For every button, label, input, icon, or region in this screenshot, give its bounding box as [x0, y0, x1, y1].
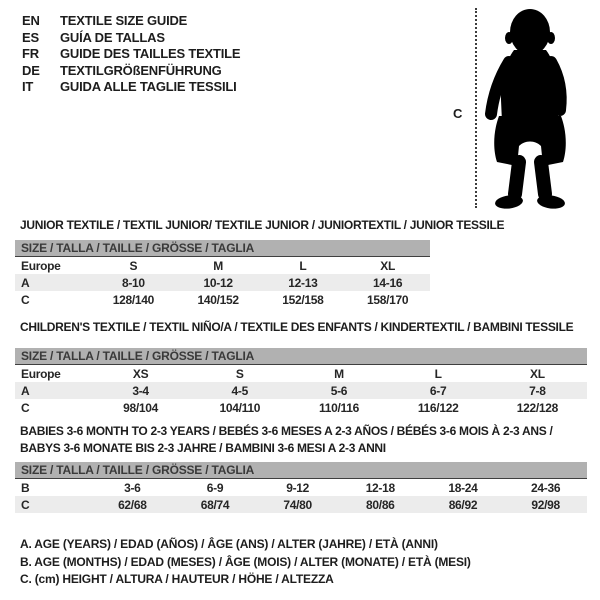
language-row	[22, 30, 240, 47]
language-code: DE	[22, 62, 40, 78]
size-cell: XL	[530, 366, 545, 381]
size-cell: 140/152	[197, 292, 239, 307]
size-cell: 68/74	[200, 497, 230, 512]
baby-silhouette-shapes	[491, 9, 566, 210]
size-cell: 110/116	[318, 400, 359, 415]
language-label: GUIDA ALLE TAGLIE TESSILI	[60, 79, 237, 94]
size-cell: 104/110	[219, 400, 261, 415]
size-cell: 116/122	[417, 400, 459, 415]
size-cell: S	[235, 366, 244, 381]
size-cell: 18-24	[448, 480, 478, 495]
size-cell: 6-9	[206, 480, 224, 495]
footnote-line: B. AGE (MONTHS) / EDAD (MESES) / ÂGE (MOIS) / ALTER (MONATE) / ETÀ (MESI)	[20, 554, 471, 569]
babies-section-title	[20, 423, 552, 457]
language-code: IT	[22, 79, 34, 94]
language-row	[22, 13, 240, 30]
language-row	[22, 46, 240, 63]
row-label: C	[21, 497, 30, 512]
size-cell: 4-5	[231, 383, 248, 398]
size-cell: 5-6	[330, 383, 348, 398]
children-table	[15, 365, 587, 416]
size-cell: 122/128	[516, 400, 559, 415]
size-cell: M	[213, 258, 223, 273]
size-cell: 6-7	[429, 383, 447, 398]
size-cell: 14-16	[373, 275, 403, 290]
size-cell: XL	[380, 258, 395, 273]
junior-size-table	[15, 240, 430, 308]
size-cell: 80/86	[366, 497, 395, 512]
size-cell: XS	[132, 366, 149, 381]
size-cell: 24-36	[531, 480, 561, 495]
size-cell: 92/98	[531, 497, 560, 512]
size-cell: 10-12	[203, 275, 233, 290]
language-code: ES	[22, 29, 39, 45]
size-cell: 12-18	[365, 480, 395, 495]
babies-section-title-line2: BABYS 3-6 MONATE BIS 2-3 JAHRE / BAMBINI 3-6 MESI A 2-3 ANNI	[20, 441, 386, 455]
size-cell: 152/158	[282, 292, 324, 307]
language-title-block	[22, 13, 240, 96]
size-header-bar: SIZE / TALLA / TAILLE / GRÖSSE / TAGLIA	[15, 348, 587, 365]
language-label: TEXTILE SIZE GUIDE	[60, 13, 188, 28]
size-cell: 158/170	[366, 292, 409, 307]
babies-size-table	[15, 462, 587, 513]
size-cell: S	[129, 258, 138, 273]
table-row	[15, 274, 430, 291]
language-code: FR	[22, 46, 39, 61]
babies-table	[15, 479, 587, 513]
footnote-line: A. AGE (YEARS) / EDAD (AÑOS) / ÂGE (ANS) / ALTER (JAHRE) / ETÀ (ANNI)	[20, 537, 438, 551]
language-row	[22, 79, 240, 96]
language-label: GUÍA DE TALLAS	[60, 29, 165, 45]
row-label: A	[21, 383, 30, 398]
height-measure-label: C	[453, 106, 463, 121]
size-cell: 74/80	[283, 497, 312, 512]
size-header-bar: SIZE / TALLA / TAILLE / GRÖSSE / TAGLIA	[15, 462, 587, 479]
size-header-bar: SIZE / TALLA / TAILLE / GRÖSSE / TAGLIA	[15, 240, 430, 257]
size-cell: L	[434, 366, 442, 381]
size-cell: 3-4	[132, 383, 149, 398]
baby-silhouette-image	[484, 6, 576, 212]
size-cell: M	[334, 366, 344, 381]
row-label: Europe	[21, 366, 61, 381]
row-label: Europe	[21, 258, 61, 273]
size-cell: 7-8	[529, 383, 546, 398]
junior-table	[15, 257, 430, 308]
row-label: A	[21, 275, 30, 290]
table-row	[15, 399, 587, 416]
table-row	[15, 291, 430, 308]
size-cell: 12-13	[288, 275, 318, 290]
size-cell: 128/140	[112, 292, 155, 307]
measure-legend	[20, 536, 471, 589]
size-cell: 86/92	[448, 497, 478, 512]
table-row	[15, 479, 587, 496]
footnote-line: C. (cm) HEIGHT / ALTURA / HAUTEUR / HÖHE / ALTEZZA	[20, 572, 334, 586]
size-cell: 9-12	[286, 480, 310, 495]
language-row	[22, 63, 240, 80]
table-row	[15, 257, 430, 274]
children-section-title: CHILDREN'S TEXTILE / TEXTIL NIÑO/A / TEXTILE DES ENFANTS / KINDERTEXTIL / BAMBINI TESSILE	[20, 320, 574, 334]
table-row	[15, 496, 587, 513]
table-row	[15, 365, 587, 382]
babies-section-title-line1: BABIES 3-6 MONTH TO 2-3 YEARS / BEBÉS 3-6 MESES A 2-3 AÑOS / BÉBÉS 3-6 MOIS À 2-3 ANS /	[20, 424, 553, 438]
row-label: C	[21, 292, 30, 307]
language-code: EN	[22, 13, 40, 28]
size-cell: 98/104	[123, 400, 159, 415]
children-size-table	[15, 348, 587, 416]
size-cell: 8-10	[121, 275, 145, 290]
size-cell: L	[299, 258, 307, 273]
junior-section-title: JUNIOR TEXTILE / TEXTIL JUNIOR/ TEXTILE JUNIOR / JUNIORTEXTIL / JUNIOR TESSILE	[20, 218, 505, 232]
size-cell: 3-6	[124, 480, 141, 495]
size-cell: 62/68	[118, 497, 147, 512]
row-label: C	[21, 400, 30, 415]
language-label: GUIDE DES TAILLES TEXTILE	[60, 46, 241, 61]
row-label: B	[21, 480, 30, 495]
table-row	[15, 382, 587, 399]
language-label: TEXTILGRÖßENFÜHRUNG	[60, 62, 222, 78]
height-measure-dotted-line	[475, 8, 477, 208]
